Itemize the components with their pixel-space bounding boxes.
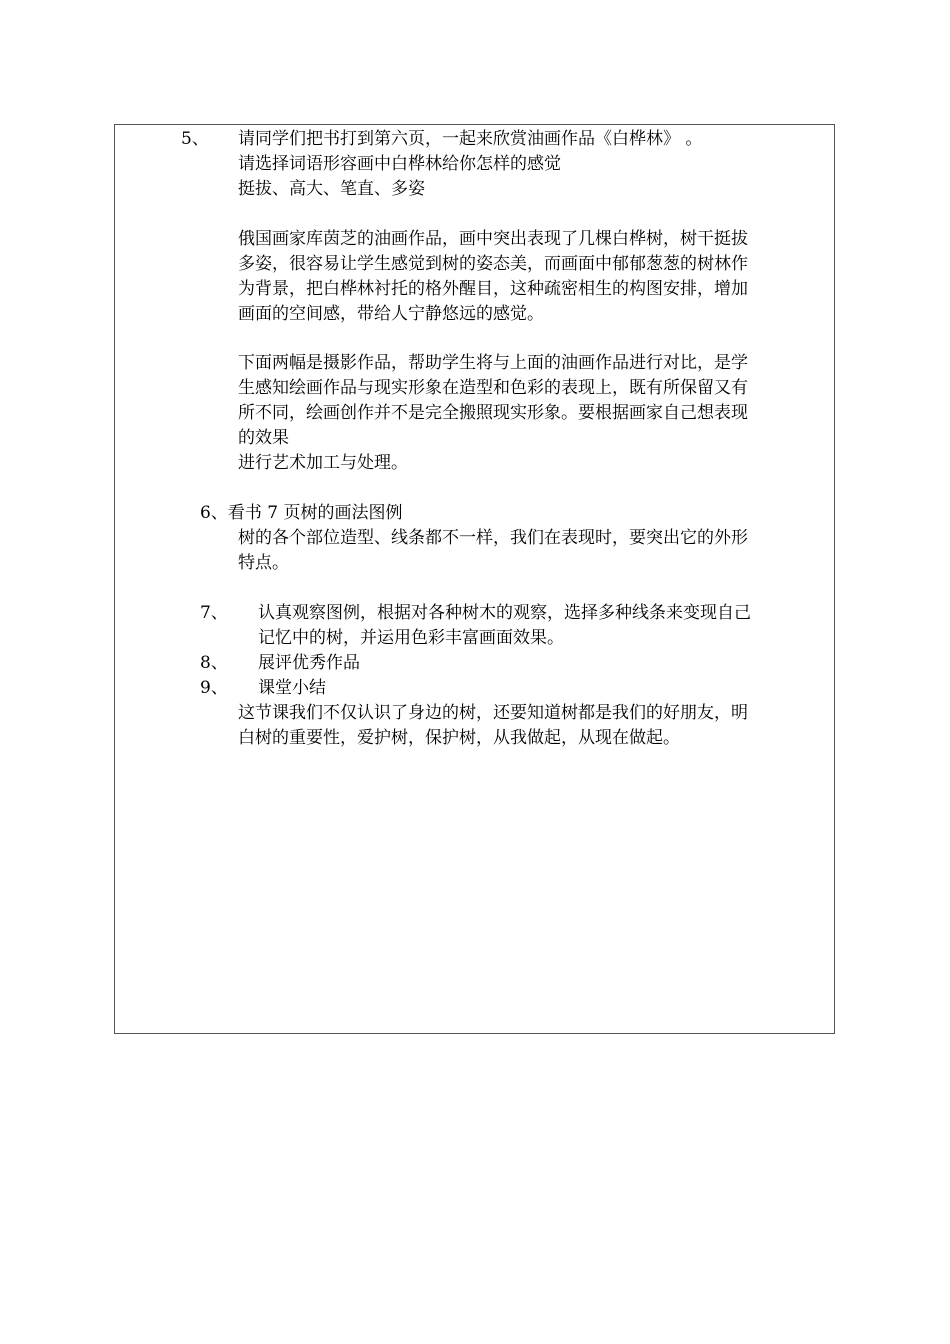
item6-line: 树的各个部位造型、线条都不一样，我们在表现时，要突出它的外形 xyxy=(238,528,748,548)
item5-question: 请选择词语形容画中白桦林给你怎样的感觉 xyxy=(238,154,561,174)
item9-line: 这节课我们不仅认识了身边的树，还要知道树都是我们的好朋友，明 xyxy=(238,703,748,723)
item6-heading: 6、看书 7 页树的画法图例 xyxy=(200,503,403,523)
item5-para2-line: 下面两幅是摄影作品，帮助学生将与上面的油画作品进行对比，是学 xyxy=(238,353,748,373)
item5-para1-line: 俄国画家库茵芝的油画作品，画中突出表现了几棵白桦树，树干挺拔 xyxy=(238,229,748,249)
item5-para1-line: 多姿，很容易让学生感觉到树的姿态美，而画面中郁郁葱葱的树林作 xyxy=(238,254,748,274)
item5-para2-line: 的效果 xyxy=(238,428,289,448)
item6-line: 特点。 xyxy=(238,553,289,573)
item5-para2-line: 进行艺术加工与处理。 xyxy=(238,453,408,473)
item5-para2-line: 生感知绘画作品与现实形象在造型和色彩的表现上，既有所保留又有 xyxy=(238,378,748,398)
item7-line: 认真观察图例，根据对各种树木的观察，选择多种线条来变现自己 xyxy=(258,603,751,623)
item9-number: 9、 xyxy=(200,678,228,698)
item5-para1-line: 画面的空间感，带给人宁静悠远的感觉。 xyxy=(238,304,544,324)
item8-text: 展评优秀作品 xyxy=(258,653,360,673)
item5-para1-line: 为背景，把白桦林衬托的格外醒目，这种疏密相生的构图安排，增加 xyxy=(238,279,748,299)
item5-number: 5、 xyxy=(181,129,209,149)
item7-line: 记忆中的树，并运用色彩丰富画面效果。 xyxy=(258,628,564,648)
item5-para2-line: 所不同，绘画创作并不是完全搬照现实形象。要根据画家自己想表现 xyxy=(238,403,748,423)
item7-number: 7、 xyxy=(200,603,228,623)
item5-intro: 请同学们把书打到第六页，一起来欣赏油画作品《白桦林》 。 xyxy=(238,129,703,149)
item5-answer: 挺拔、高大、笔直、多姿 xyxy=(238,179,425,199)
item8-number: 8、 xyxy=(200,653,228,673)
item9-line: 白树的重要性，爱护树，保护树，从我做起，从现在做起。 xyxy=(238,728,680,748)
item9-text: 课堂小结 xyxy=(258,678,326,698)
